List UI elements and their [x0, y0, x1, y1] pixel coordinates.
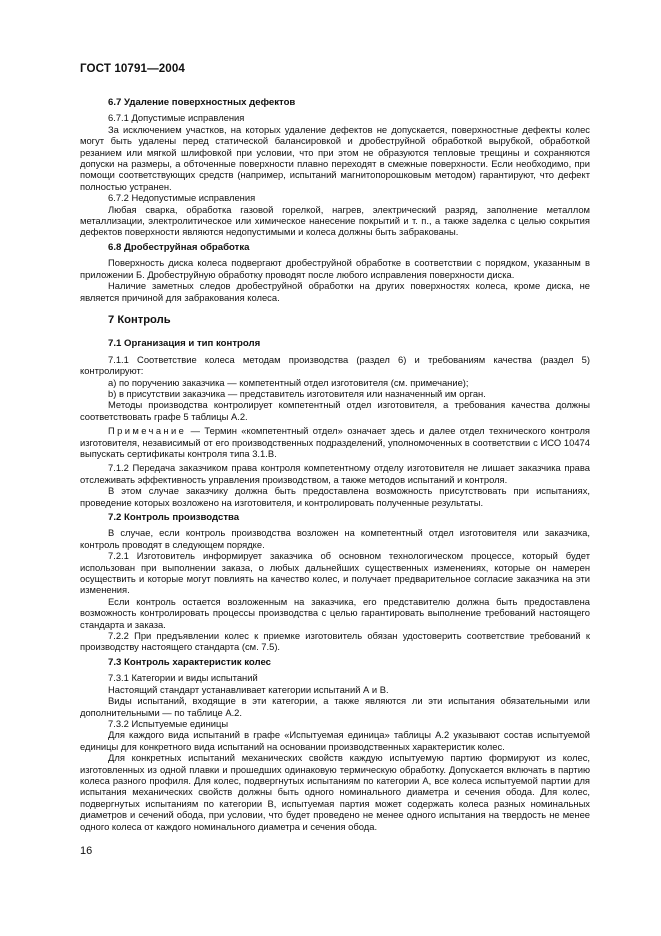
section-heading-6-7: 6.7 Удаление поверхностных дефектов	[108, 97, 296, 108]
subsection-title-6-7-1: 6.7.1 Допустимые исправления	[108, 112, 245, 124]
subsection-title-7-3-2: 7.3.2 Испытуемые единицы	[108, 717, 229, 729]
paragraph: Поверхность диска колеса подвергают дробеструйной обработке в соответствии с порядком, указанным в приложении Б. Дробеструйную обработку проводят после любого исправления поверхности диска.	[80, 257, 590, 280]
subsection-title-7-3-1: 7.3.1 Категории и виды испытаний	[108, 672, 258, 684]
paragraph: За исключением участков, на которых удаление дефектов не допускается, поверхностные дефекты колес могут быть удалены перед статической балансировкой и дробеструйной обработкой вырубкой, обработкой резанием или мягкой шлифовкой при условии, что при этом не образуются тепловые трещины и сохраняются допуски на размеры, а обточенные поверхности плавно переходят в смежные поверхности. Если необходимо, при помощи соответствующих средств (например, испытаний магнитопорошковым методом) гарантируют, что дефект полностью устранен.	[80, 123, 590, 192]
paragraph: Наличие заметных следов дробеструйной обработки на других поверхностях колеса, кроме диска, не является причиной для забракования колеса.	[80, 280, 590, 303]
section-heading-7-3: 7.3 Контроль характеристик колес	[108, 656, 272, 668]
paragraph: Методы производства контролирует компетентный отдел изготовителя, а требования качества должны соответствовать графе 5 таблицы А.2.	[80, 399, 590, 422]
list-item-b: b) в присутствии заказчика — представитель изготовителя или назначенный им орган.	[108, 387, 486, 399]
paragraph: Для конкретных испытаний механических свойств каждую испытуемую партию формируют из колес, изготовленных из одной плавки и прошедших одинаковую термическую обработку. Допускается включать в партию колеса разного профиля. Для колес, подвергнутых испытаниям по категории А, все колеса испытуемой партии для испытания механических свойств должны быть одного номинального диаметра и сечения обода. Для колес, подвергнутых испытаниям по категории В, испытуемая партия может содержать колеса разных номинальных диаметров и сечений обода, при условии, что будет проведено не менее одного испытания на твердость не менее одного колеса от каждого номинального диаметра и сечения обода.	[80, 752, 590, 832]
note-label: Примечание	[108, 425, 187, 437]
paragraph: Настоящий стандарт устанавливает категории испытаний А и В.	[108, 683, 389, 695]
document-header: ГОСТ 10791—2004	[80, 62, 185, 75]
document-body	[80, 93, 590, 832]
paragraph: В этом случае заказчику должна быть предоставлена возможность присутствовать при испытаниях, проведение которых возложено на изготовителя, и контролировать полученные результаты.	[80, 485, 590, 508]
paragraph: 7.2.1 Изготовитель информирует заказчика об основном технологическом процессе, который будет использован при выполнении заказа, о любых дальнейших существенных изменениях, которые он намерен осуществить и которые могут повлиять на качество колес, и получает предварительное согласие заказчика на эти изменения.	[80, 550, 590, 596]
section-heading-6-8: 6.8 Дробеструйная обработка	[108, 241, 250, 253]
note-text: — Термин «компетентный отдел» означает здесь и далее отдел технического контроля изготовителя, независимый от его производственных подразделений, уполномоченных в соответствии с ИСО 10474 выпускать сертификаты контроля типа 3.1.В.	[80, 425, 590, 459]
paragraph: В случае, если контроль производства возложен на компетентный отдел изготовителя или заказчика, контроль проводят в следующем порядке.	[80, 527, 590, 550]
paragraph: Виды испытаний, входящие в эти категории, а также являются ли эти испытания обязательными или дополнительными — по таблице А.2.	[80, 695, 590, 718]
paragraph: Любая сварка, обработка газовой горелкой, нагрев, электрический разряд, заполнение металлом металлизации, электролитическое или химическое нанесение покрытий и т. п., а также заделка с целью сокрытия дефектов поверхности являются недопустимыми и колеса должны быть забракованы.	[80, 203, 590, 238]
paragraph: Для каждого вида испытаний в графе «Испытуемая единица» таблицы А.2 указывают состав испытуемой единицы для конкретного вида испытаний на основании производственных характеристик колес.	[80, 729, 590, 752]
chapter-heading-7: 7 Контроль	[108, 313, 171, 326]
paragraph: 7.2.2 При предъявлении колес к приемке изготовитель обязан удостоверить соответствие требований к производству настоящего стандарта (см. 7.5).	[80, 630, 590, 653]
paragraph: 7.1.2 Передача заказчиком права контроля компетентному отделу изготовителя не лишает заказчика права отслеживать эффективность управления производством, а также методов испытаний и контроля.	[80, 462, 590, 485]
subsection-title-6-7-2: 6.7.2 Недопустимые исправления	[108, 192, 256, 204]
list-item-a: а) по поручению заказчика — компетентный отдел изготовителя (см. примечание);	[108, 376, 469, 388]
paragraph: 7.1.1 Соответствие колеса методам производства (раздел 6) и требованиям качества (раздел 5) контролируют:	[80, 353, 590, 377]
paragraph: Если контроль остается возложенным на заказчика, его представителю должна быть предоставлена возможность контролировать процессы производства с целью гарантировать выполнение требований настоящего стандарта и заказа.	[80, 595, 590, 630]
note	[80, 425, 590, 459]
section-heading-7-1: 7.1 Организация и тип контроля	[108, 338, 261, 350]
section-heading-7-2: 7.2 Контроль производства	[108, 512, 240, 523]
page-number: 16	[80, 845, 93, 857]
